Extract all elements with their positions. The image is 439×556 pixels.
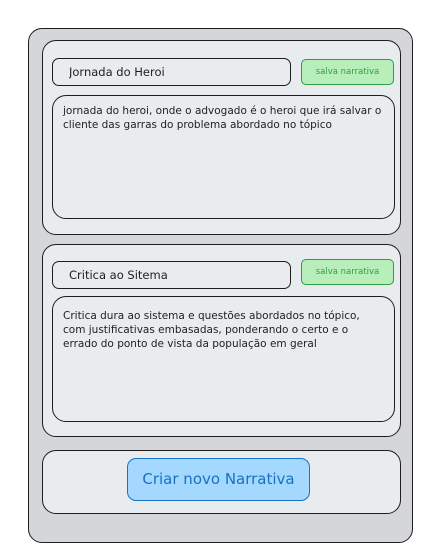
narratives-panel [28,28,413,543]
narrative-body-textarea[interactable] [52,296,395,422]
narrative-card [42,244,401,437]
narrative-body-textarea[interactable] [52,95,395,219]
narrative-card [42,40,401,235]
create-narrative-button[interactable]: Criar novo Narrativa [127,458,310,501]
create-narrative-card [42,450,401,514]
narrative-title-input[interactable] [52,58,291,86]
save-narrative-button[interactable]: salva narrativa [301,59,394,85]
narrative-title-input[interactable] [52,261,291,289]
save-narrative-button[interactable]: salva narrativa [301,259,394,285]
